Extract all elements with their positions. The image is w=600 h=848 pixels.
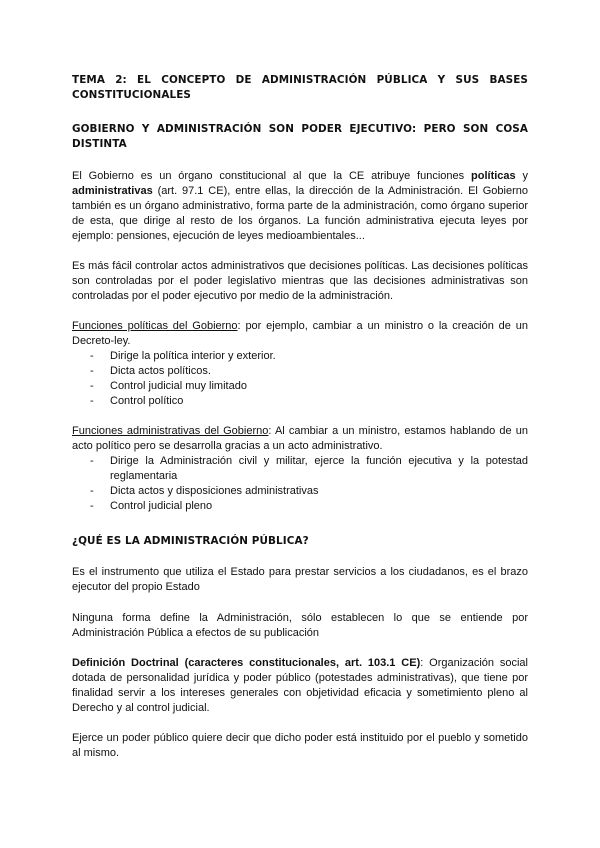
bold-term-politicas: políticas (471, 170, 516, 182)
paragraph-poder-publico: Ejerce un poder público quiere decir que dicho poder está instituido por el pueblo y sometido al mismo. (72, 732, 528, 759)
document-title: TEMA 2: EL CONCEPTO DE ADMINISTRACIÓN PÚBLICA Y SUS BASES CONSTITUCIONALES (72, 74, 528, 101)
paragraph-text: : Al cambiar a un ministro, estamos hablando de un acto político pero se desarrolla gracias a un acto administrativo. (72, 425, 528, 452)
list-item-text: Control judicial muy limitado (110, 380, 247, 392)
dash-bullet: - (90, 365, 94, 377)
list-item (90, 394, 528, 409)
underlined-label-funciones-administrativas: Funciones administrativas del Gobierno (72, 425, 269, 437)
dash-bullet: - (90, 395, 94, 407)
list-item (90, 499, 528, 514)
dash-bullet: - (90, 500, 94, 512)
paragraph-text: : Organización social dotada de personalidad jurídica y poder público (potestades administrativas), que tiene por finalidad servir a los intereses generales con objetividad eficacia y sometimiento pleno al Derecho y al control judicial. (72, 657, 528, 714)
list-item-text: Dicta actos políticos. (110, 365, 211, 377)
document-page (72, 66, 528, 761)
list-item (90, 484, 528, 499)
underlined-label-funciones-politicas: Funciones políticas del Gobierno (72, 320, 238, 332)
list-item-text: Dicta actos y disposiciones administrativas (110, 485, 319, 497)
list-item (90, 454, 528, 484)
dash-bullet: - (90, 485, 94, 497)
dash-bullet: - (90, 380, 94, 392)
paragraph-gobierno (72, 169, 528, 244)
bold-label-definicion: Definición Doctrinal (caracteres constitucionales, art. 103.1 CE) (72, 657, 421, 669)
paragraph-text: El Gobierno es un órgano constitucional al que la CE atribuye funciones (72, 170, 472, 182)
dash-bullet: - (90, 455, 94, 467)
list-item (90, 349, 528, 364)
paragraph-text: (art. 97.1 CE), entre ellas, la dirección de la Administración. El Gobierno también es un órgano administrativo, forma parte de la administración, como órgano superior de esta, que dirige al resto de los órganos. La función administrativa ejecuta leyes por ejemplo: pensiones, ejecución de leyes medioambientales... (72, 185, 528, 242)
section-heading-que-es-administracion: ¿QUÉ ES LA ADMINISTRACIÓN PÚBLICA? (72, 535, 309, 547)
list-item (90, 379, 528, 394)
list-item-text: Control judicial pleno (110, 500, 213, 512)
paragraph-funciones-politicas (72, 319, 528, 349)
paragraph-control: Es más fácil controlar actos administrativos que decisiones políticas. Las decisiones políticas son controladas por el poder legislativo mientras que las decisiones administrativas son controladas por el poder ejecutivo por medio de la administración. (72, 260, 528, 302)
dash-bullet: - (90, 350, 94, 362)
list-item-text: Control político (110, 395, 184, 407)
list-funciones-politicas (72, 349, 528, 409)
paragraph-ninguna-forma: Ninguna forma define la Administración, sólo establecen lo que se entiende por Administración Pública a efectos de su publicación (72, 612, 528, 639)
list-item-text: Dirige la Administración civil y militar, ejerce la función ejecutiva y la potestad reglamentaria (110, 455, 528, 482)
bold-term-administrativas: administrativas (72, 185, 153, 197)
list-item (90, 364, 528, 379)
paragraph-instrumento: Es el instrumento que utiliza el Estado para prestar servicios a los ciudadanos, es el brazo ejecutor del propio Estado (72, 566, 528, 593)
paragraph-funciones-administrativas (72, 424, 528, 454)
list-item-text: Dirige la política interior y exterior. (110, 350, 276, 362)
paragraph-text: y (515, 170, 528, 182)
section-heading-gobierno-administracion: GOBIERNO Y ADMINISTRACIÓN SON PODER EJECUTIVO: PERO SON COSA DISTINTA (72, 123, 528, 150)
paragraph-text: : por ejemplo, cambiar a un ministro o la creación de un Decreto-ley. (72, 320, 528, 347)
paragraph-definicion-doctrinal (72, 656, 528, 716)
list-funciones-administrativas (72, 454, 528, 514)
